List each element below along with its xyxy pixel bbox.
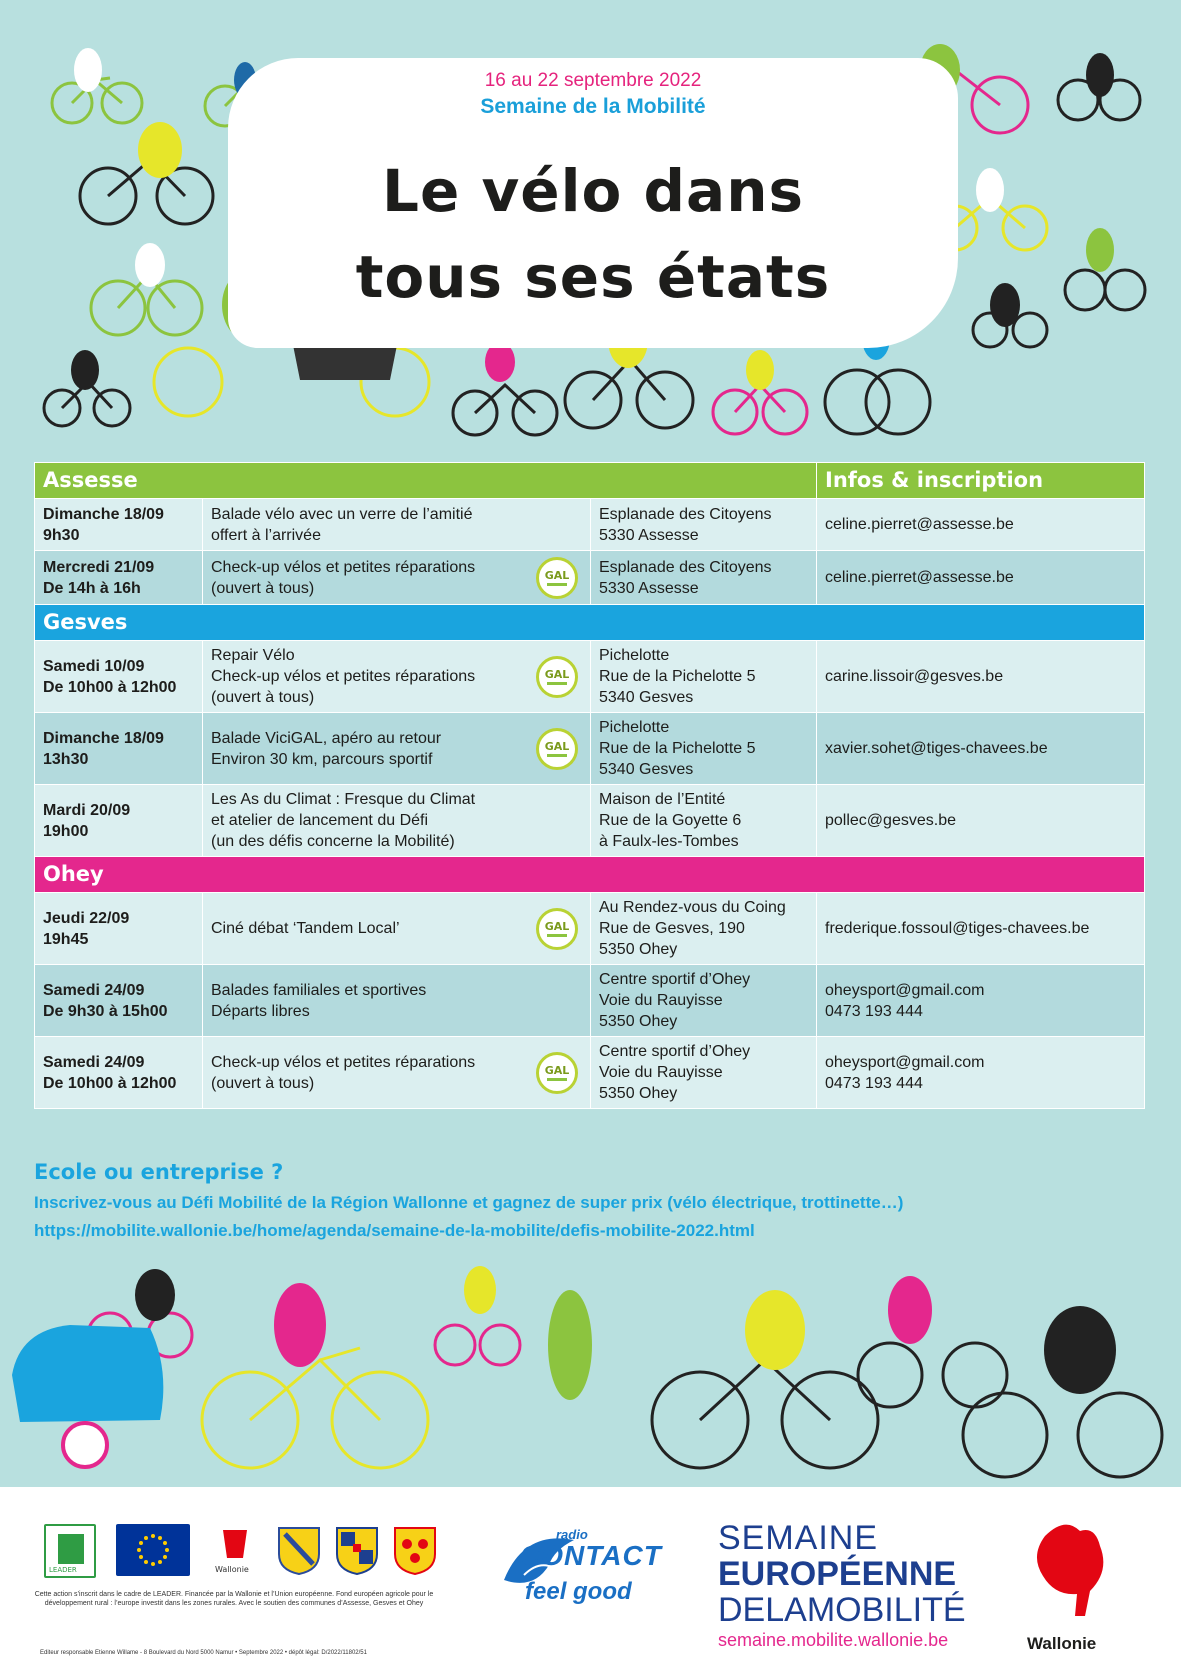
sem-line-2: EUROPÉENNE [718, 1555, 957, 1593]
rider-icon [74, 48, 102, 92]
bicycle-icon [825, 370, 930, 434]
bicycle-icon [973, 313, 1047, 347]
cell-line: (ouvert à tous) [211, 579, 315, 597]
cell-line: Rue de la Pichelotte 5 [599, 668, 756, 685]
bicycle-icon [44, 382, 130, 426]
cell-line: Départs libres [211, 1002, 310, 1020]
contact-cell[interactable] [817, 893, 1145, 965]
cell-line: et atelier de lancement du Défi [211, 812, 429, 829]
cell-line: (un des défis concerne la Mobilité) [211, 833, 455, 850]
wallonie-small-label: Wallonie [215, 1565, 249, 1574]
defi-mobilite-link[interactable]: https://mobilite.wallonie.be/home/agenda/semaine-de-la-mobilite/defis-mobilite-2022.html [34, 1221, 755, 1240]
date-cell [35, 713, 203, 785]
cell-line: Check-up vélos et petites réparations [211, 558, 476, 576]
cell-line: Les As du Climat : Fresque du Climat [211, 791, 476, 808]
cell-line: Centre sportif d’Ohey [599, 971, 751, 988]
cell-line: Maison de l’Entité [599, 791, 726, 808]
rider-icon [1086, 53, 1114, 97]
elephant-rider-icon [464, 1266, 496, 1314]
cell-line: oheysport@gmail.com [825, 1053, 985, 1071]
ostrich-rider-icon [990, 283, 1020, 327]
cargo-bike-icon [154, 348, 429, 416]
gal-logo-icon [536, 557, 578, 599]
gal-logo-bar [547, 754, 567, 757]
table-row [35, 1037, 1145, 1109]
cell-line: 5330 Assesse [599, 579, 699, 597]
wallonie-small-logo [213, 1520, 257, 1578]
cell-line: pollec@gesves.be [825, 812, 956, 829]
cell-line: Samedi 24/09 [43, 981, 145, 999]
activity-cell [203, 893, 591, 965]
cell-line: Voie du Rauyisse [599, 1064, 723, 1081]
funding-smallprint: Cette action s’inscrit dans le cadre de LEADER. Financée par la Wallonie et l’Union européenne. Fond européen agricole pour le développement rural : l’europe investit dans les zones rurales. Avec le soutien des communes d’Assesse, Gesves et Ohey [34, 1591, 434, 1607]
eu-flag-logo [116, 1524, 190, 1576]
semaine-europeenne-logo [718, 1520, 966, 1628]
cell-line: 19h45 [43, 930, 89, 948]
contact-cell[interactable] [817, 551, 1145, 605]
rider-icon [485, 342, 515, 382]
info-column-header: Infos & inscription [817, 463, 1145, 499]
bicycle-icon [1058, 80, 1140, 120]
contact-cell[interactable] [817, 1037, 1145, 1109]
cell-line: De 10h00 à 12h00 [43, 678, 177, 696]
place-cell [591, 713, 817, 785]
ostrich-rider-icon [135, 1269, 175, 1321]
bicycle-icon [80, 160, 213, 224]
peacock-rider-icon [1086, 228, 1114, 272]
section-header-row [35, 463, 1145, 499]
event-name: Semaine de la Mobilité [480, 95, 706, 118]
ohey-coat-of-arms [391, 1524, 439, 1576]
cell-line: celine.pierret@assesse.be [825, 569, 1014, 586]
cell-line: Au Rendez-vous du Coing [599, 899, 786, 916]
activity-cell [203, 499, 591, 551]
place-cell [591, 1037, 817, 1109]
gal-logo-bar [547, 583, 567, 586]
gesves-coat-of-arms [333, 1524, 381, 1576]
cell-line: Rue de Gesves, 190 [599, 920, 745, 937]
contact-cell[interactable] [817, 965, 1145, 1037]
semaine-mobilite-link[interactable]: semaine.mobilite.wallonie.be [718, 1630, 949, 1650]
cell-line: 5350 Ohey [599, 1085, 678, 1102]
cell-line: xavier.sohet@tiges-chavees.be [825, 740, 1048, 757]
gal-logo-text: GAL [544, 667, 570, 681]
bicycle-icon [88, 1313, 192, 1357]
table-row [35, 893, 1145, 965]
gal-logo-icon [536, 908, 578, 950]
assesse-coat-of-arms [275, 1524, 323, 1576]
contact-cell[interactable] [817, 499, 1145, 551]
bicycle-icon [652, 1360, 878, 1468]
cell-line: 5340 Gesves [599, 689, 694, 706]
activity-cell [203, 1037, 591, 1109]
gal-logo-icon [536, 656, 578, 698]
table-row [35, 785, 1145, 857]
date-cell [35, 965, 203, 1037]
cell-line: celine.pierret@assesse.be [825, 516, 1014, 533]
wallonie-label: Wallonie [1027, 1634, 1097, 1653]
cell-line: offert à l’arrivée [211, 526, 321, 544]
trailer-wheel-icon [63, 1423, 107, 1467]
cell-line: oheysport@gmail.com [825, 981, 985, 999]
cell-line: Balades familiales et sportives [211, 981, 427, 999]
cell-line: Dimanche 18/09 [43, 729, 164, 747]
gal-logo-icon [536, 1052, 578, 1094]
date-cell [35, 1037, 203, 1109]
cell-line: Samedi 10/09 [43, 657, 145, 675]
gal-logo-bar [547, 1078, 567, 1081]
rider-icon [746, 350, 774, 390]
section-header-row [35, 857, 1145, 893]
cell-line: Samedi 24/09 [43, 1053, 145, 1071]
rider-icon [135, 243, 165, 287]
table-row [35, 499, 1145, 551]
page-title [228, 148, 958, 320]
table-row [35, 641, 1145, 713]
bicycle-icon [963, 1393, 1162, 1477]
bicycle-icon [1065, 270, 1145, 310]
cell-line: Ciné débat ‘Tandem Local’ [211, 920, 400, 937]
cell-line: Esplanade des Citoyens [599, 558, 772, 576]
date-cell [35, 551, 203, 605]
cell-line: 0473 193 444 [825, 1002, 923, 1020]
rider-icon [138, 122, 182, 178]
cell-line: frederique.fossoul@tiges-chavees.be [825, 920, 1090, 937]
cell-line: 5350 Ohey [599, 1013, 678, 1030]
cell-line: Mercredi 21/09 [43, 558, 155, 576]
gal-logo-text: GAL [544, 919, 570, 933]
activity-cell [203, 785, 591, 857]
section-header-row [35, 605, 1145, 641]
bicycle-icon [565, 360, 693, 428]
contact-cell[interactable] [817, 713, 1145, 785]
title-line-2: tous ses états [355, 243, 831, 311]
section-name: Assesse [35, 463, 817, 499]
bicycle-icon [202, 1348, 428, 1468]
radio-name: CONTACT [520, 1540, 662, 1571]
activity-cell [203, 551, 591, 605]
bike-trailer-icon [12, 1325, 163, 1422]
ecole-title: Ecole ou entreprise ? [34, 1160, 284, 1184]
gal-logo-icon [536, 728, 578, 770]
cell-line: Dimanche 18/09 [43, 505, 164, 523]
cell-line: Check-up vélos et petites réparations [211, 1053, 476, 1071]
cell-line: 0473 193 444 [825, 1074, 923, 1092]
section-name: Ohey [35, 857, 1145, 893]
bicycle-icon [453, 385, 557, 435]
bottom-cyclists-illustration [0, 1250, 1181, 1490]
pig-rider-icon [1044, 1306, 1116, 1394]
contact-cell[interactable] [817, 785, 1145, 857]
deer-rider-icon [745, 1290, 805, 1370]
gal-logo-text: GAL [544, 739, 570, 753]
cell-line: 9h30 [43, 526, 80, 544]
cell-line: Esplanade des Citoyens [599, 505, 772, 523]
bicycle-icon [713, 385, 807, 434]
date-cell [35, 499, 203, 551]
cell-line: Pichelotte [599, 647, 670, 664]
cell-line: Voie du Rauyisse [599, 992, 723, 1009]
rider-icon [976, 168, 1004, 212]
sem-line-3: DELAMOBILITÉ [718, 1591, 966, 1629]
gal-logo-text: GAL [544, 1063, 570, 1077]
contact-cell[interactable] [817, 641, 1145, 713]
cell-line: Pichelotte [599, 719, 670, 736]
cell-line: Balade vélo avec un verre de l’amitié [211, 505, 473, 523]
rider-icon [71, 350, 99, 390]
ecole-text: Inscrivez-vous au Défi Mobilité de la Région Wallonne et gagnez de super prix (vélo électrique, trottinette…) [34, 1193, 904, 1212]
date-cell [35, 893, 203, 965]
place-cell [591, 551, 817, 605]
table-row [35, 551, 1145, 605]
cell-line: De 14h à 16h [43, 579, 141, 597]
activity-cell [203, 713, 591, 785]
date-cell [35, 785, 203, 857]
cell-line: Check-up vélos et petites réparations [211, 668, 476, 685]
table-row [35, 713, 1145, 785]
title-line-1: Le vélo dans [381, 157, 805, 225]
event-dates: 16 au 22 septembre 2022 [484, 70, 702, 91]
bicycle-icon [52, 78, 142, 123]
gal-logo-bar [547, 682, 567, 685]
cell-line: carine.lissoir@gesves.be [825, 668, 1004, 685]
cell-line: Balade ViciGAL, apéro au retour [211, 729, 442, 747]
cell-line: De 10h00 à 12h00 [43, 1074, 177, 1092]
place-cell [591, 641, 817, 713]
gal-logo-text: GAL [544, 568, 570, 582]
publisher-line: Editeur responsable Etienne Willame - 8 Boulevard du Nord 5000 Namur • Septembre 2022 • dépôt légal: D/2022/11802/51 [40, 1650, 367, 1656]
cell-line: 19h00 [43, 822, 89, 840]
table-row [35, 965, 1145, 1037]
radio-small-label: radio [556, 1527, 588, 1542]
place-cell [591, 965, 817, 1037]
radio-slogan: feel good [525, 1578, 632, 1605]
cell-line: 5350 Ohey [599, 941, 678, 958]
cell-line: 13h30 [43, 750, 89, 768]
gal-logo-bar [547, 934, 567, 937]
cell-line: (ouvert à tous) [211, 1074, 315, 1092]
cell-line: De 9h30 à 15h00 [43, 1002, 168, 1020]
activity-cell [203, 641, 591, 713]
place-cell [591, 893, 817, 965]
bicycle-icon [91, 275, 202, 335]
schedule-table [34, 462, 1145, 1109]
cell-line: Repair Vélo [211, 647, 295, 664]
place-cell [591, 499, 817, 551]
cell-line: 5330 Assesse [599, 526, 699, 544]
cell-line: 5340 Gesves [599, 761, 694, 778]
cell-line: Mardi 20/09 [43, 801, 131, 819]
cell-line: Rue de la Pichelotte 5 [599, 740, 756, 757]
rooster-rider-icon [274, 1283, 326, 1367]
penguin-icon [548, 1290, 592, 1400]
sem-line-1: SEMAINE [718, 1519, 879, 1557]
cell-line: à Faulx-les-Tombes [599, 833, 739, 850]
date-cell [35, 641, 203, 713]
cell-line: Rue de la Goyette 6 [599, 812, 742, 829]
leader-label: LEADER [49, 1566, 77, 1574]
place-cell [591, 785, 817, 857]
wallonie-rooster-logo [1025, 1516, 1115, 1628]
section-name: Gesves [35, 605, 1145, 641]
bicycle-icon [858, 1343, 1007, 1407]
activity-cell [203, 965, 591, 1037]
cell-line: Centre sportif d’Ohey [599, 1043, 751, 1060]
cell-line: Jeudi 22/09 [43, 909, 130, 927]
leader-logo [44, 1524, 96, 1578]
rabbit-rider-icon [888, 1276, 932, 1344]
cell-line: Environ 30 km, parcours sportif [211, 750, 433, 768]
cell-line: (ouvert à tous) [211, 689, 315, 706]
bicycle-icon [435, 1325, 520, 1365]
